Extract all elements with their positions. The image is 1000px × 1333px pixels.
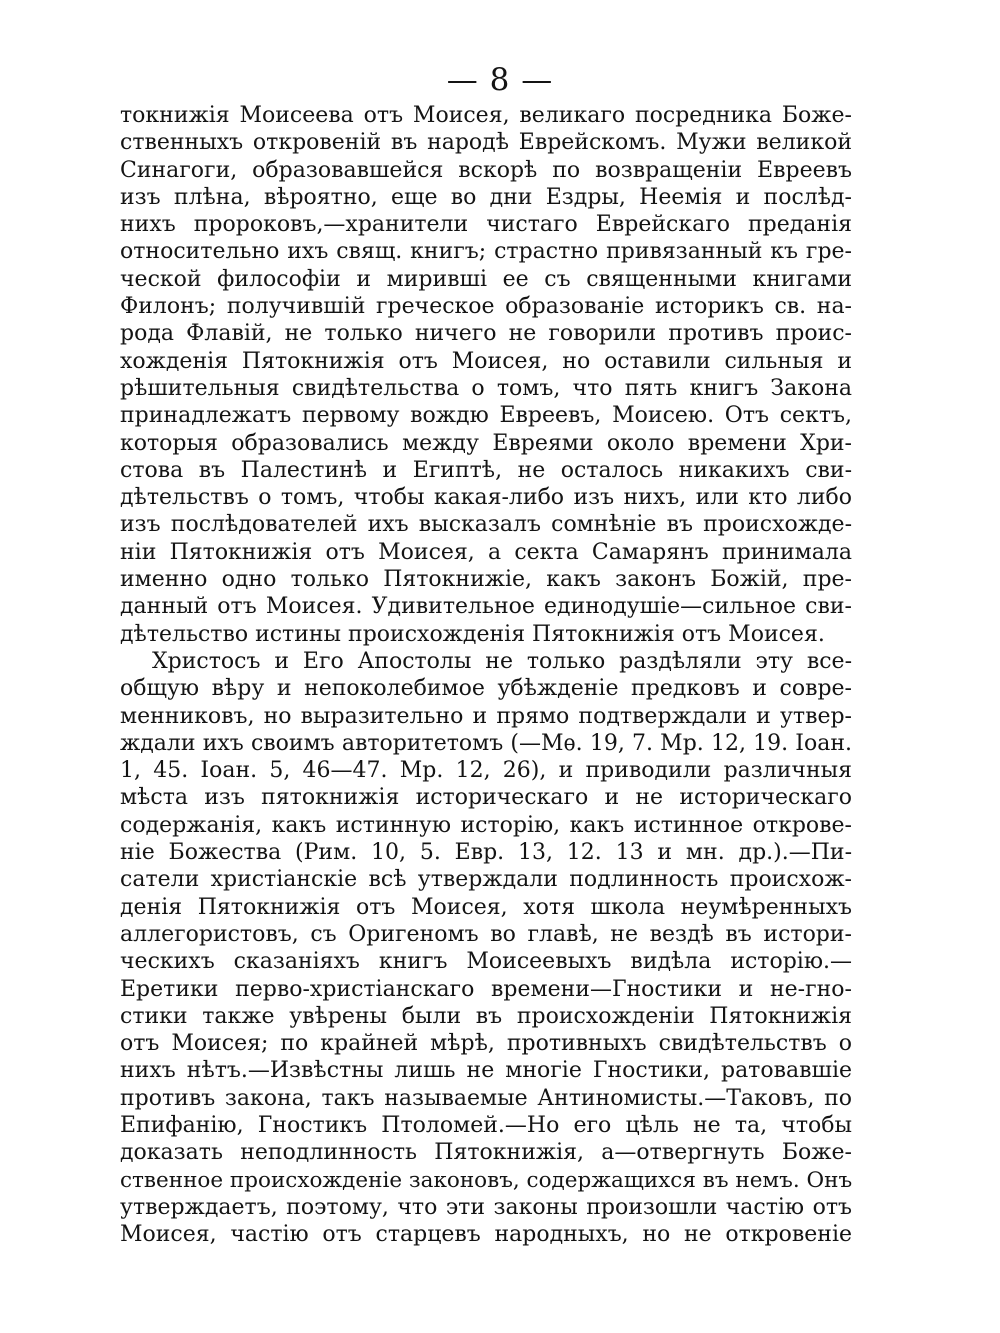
- text-line: противъ закона, такъ называемые Антиномисты.—Таковъ, по: [120, 1085, 852, 1111]
- text-line: Филонъ; получившій греческое образованіе историкъ св. на-: [120, 294, 852, 320]
- text-line: доказать неподлинность Пятокнижія, а—отвергнуть Боже-: [120, 1140, 852, 1166]
- text-line: нихъ нѣтъ.—Извѣстны лишь не многіе Гностики, ратовавшіе: [120, 1058, 852, 1084]
- paragraph-continued: [120, 102, 852, 648]
- text-line: Епифанію, Гностикъ Птоломей.—Но его цѣль не та, чтобы: [120, 1112, 852, 1138]
- text-line: содержанія, какъ истинную исторію, какъ истинное открове-: [120, 812, 852, 838]
- text-line: токнижія Моисеева отъ Моисея, великаго посредника Боже-: [120, 103, 852, 128]
- text-line: которыя образовались между Евреями около времени Хри-: [120, 430, 852, 456]
- text-line: Еретики перво-христіанскаго времени—Гностики и не-гно-: [120, 976, 852, 1002]
- text-line: ніи Пятокнижія отъ Моисея, а секта Самарянъ принимала: [120, 539, 852, 565]
- text-line: 1, 45. Іоан. 5, 46—47. Мр. 12, 26), и приводили различныя: [120, 758, 852, 784]
- text-line: изъ плѣна, вѣроятно, еще во дни Ездры, Неемія и послѣд-: [120, 184, 852, 210]
- text-line: ніе Божества (Рим. 10, 5. Евр. 13, 12. 13 и мн. др.).—Пи-: [120, 840, 852, 866]
- text-line: нихъ пророковъ,—хранители чистаго Еврейскаго преданія: [120, 212, 852, 238]
- text-line: менниковъ, но выразительно и прямо подтверждали и утвер-: [120, 703, 852, 729]
- text-line: мѣста изъ пятокнижія историческаго и не историческаго: [120, 785, 852, 811]
- text-line: ческихъ сказаніяхъ книгъ Моисеевыхъ видѣла исторію.—: [120, 949, 852, 975]
- text-line: Моисея, частію отъ старцевъ народныхъ, но не откровеніе: [120, 1222, 852, 1248]
- text-line: рода Флавій, не только ничего не говорили противъ проис-: [120, 321, 852, 347]
- text-line: ственныхъ откровеній въ народѣ Еврейскомъ. Мужи великой: [120, 130, 852, 156]
- text-line: изъ послѣдователей ихъ высказалъ сомнѣніе въ происхожде-: [120, 512, 852, 538]
- text-line: стова въ Палестинѣ и Египтѣ, не осталось никакихъ сви-: [120, 457, 852, 483]
- text-line: Синагоги, образовавшейся вскорѣ по возвращеніи Евреевъ: [120, 157, 852, 183]
- text-line: хожденія Пятокнижія отъ Моисея, но оставили сильныя и: [120, 348, 852, 374]
- text-line: ждали ихъ своимъ авторитетомъ (—Мѳ. 19, 7. Мр. 12, 19. Іоан.: [120, 730, 852, 756]
- text-line: относительно ихъ свящ. книгъ; страстно привязанный къ гре-: [120, 239, 852, 265]
- text-line: утверждаетъ, поэтому, что эти законы произошли частію отъ: [120, 1194, 852, 1220]
- text-line: ческой философіи и миривші ее съ священными книгами: [120, 266, 852, 292]
- text-line: дѣтельствъ о томъ, чтобы какая-либо изъ нихъ, или кто либо: [120, 485, 852, 511]
- text-line: аллегористовъ, съ Оригеномъ во главѣ, не вездѣ въ истори-: [120, 921, 852, 947]
- text-line: данный отъ Моисея. Удивительное единодушіе—сильное сви-: [120, 594, 852, 620]
- text-line: отъ Моисея; по крайней мѣрѣ, противныхъ свидѣтельствъ о: [120, 1031, 852, 1057]
- text-line: именно одно только Пятокнижіе, какъ законъ Божій, пре-: [120, 567, 852, 593]
- text-line: общую вѣру и непоколебимое убѣжденіе предковъ и совре-: [120, 676, 852, 702]
- text-line: стики также увѣрены были въ происхожденіи Пятокнижія: [120, 1003, 852, 1029]
- text-line: денія Пятокнижія отъ Моисея, хотя школа неумѣренныхъ: [120, 894, 852, 920]
- text-line: ственное происхожденіе законовъ, содержащихся въ немъ. Онъ: [120, 1167, 852, 1193]
- body-text: [120, 102, 852, 1248]
- text-line: дѣтельство истины происхожденія Пятокнижія отъ Моисея.: [120, 621, 825, 647]
- page-number: — 8 —: [446, 62, 554, 98]
- text-line: рѣшительныя свидѣтельства о томъ, что пять книгъ Закона: [120, 375, 852, 401]
- text-line: принадлежатъ первому вождю Евреевъ, Моисею. Отъ сектъ,: [120, 403, 852, 429]
- text-line: сатели христіанскіе всѣ утверждали подлинность происхож-: [120, 867, 852, 893]
- paragraph-christ-apostles: [120, 648, 852, 1249]
- text-line: Христосъ и Его Апостолы не только раздѣляли эту все-: [152, 648, 852, 674]
